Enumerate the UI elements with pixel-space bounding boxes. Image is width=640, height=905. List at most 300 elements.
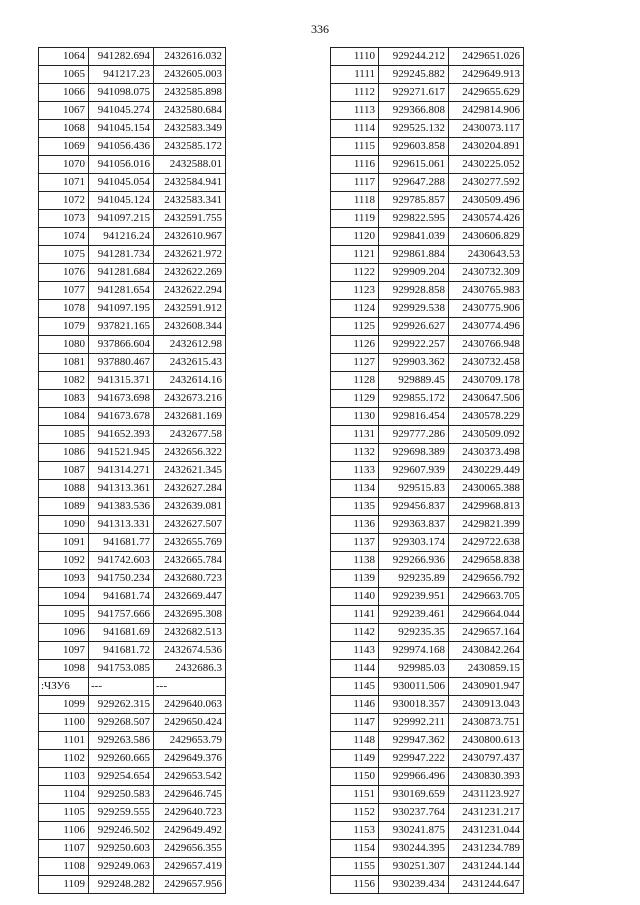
y-coordinate-cell: 2431234.789 [449,840,524,858]
table-row [39,264,226,282]
point-number-cell: 1090 [39,516,89,534]
y-coordinate-cell: 2432680.723 [154,570,226,588]
point-number-cell: 1145 [331,678,379,696]
table-row [39,804,226,822]
point-number-cell: 1085 [39,426,89,444]
y-coordinate-cell: 2432665.784 [154,552,226,570]
x-coordinate-cell: 929363.837 [379,516,449,534]
point-number-cell: 1091 [39,534,89,552]
x-coordinate-cell: 929861.884 [379,246,449,264]
x-coordinate-cell: 941216.24 [89,228,154,246]
y-coordinate-cell: 2432615.43 [154,354,226,372]
table-row [39,354,226,372]
x-coordinate-cell: 941045.124 [89,192,154,210]
point-number-cell: 1068 [39,120,89,138]
point-number-cell: 1148 [331,732,379,750]
table-row [39,660,226,678]
table-row [331,768,524,786]
y-coordinate-cell: 2429657.419 [154,858,226,876]
point-number-cell: 1140 [331,588,379,606]
point-number-cell: 1100 [39,714,89,732]
table-row [39,228,226,246]
point-number-cell: 1120 [331,228,379,246]
point-number-cell: 1109 [39,876,89,894]
point-number-cell: 1079 [39,318,89,336]
x-coordinate-cell: 930018.357 [379,696,449,714]
table-row [331,534,524,552]
x-coordinate-cell: 930251.307 [379,858,449,876]
x-coordinate-cell: 941045.274 [89,102,154,120]
point-number-cell: 1074 [39,228,89,246]
y-coordinate-cell: 2432616.032 [154,48,226,66]
point-number-cell: 1122 [331,264,379,282]
table-row [331,804,524,822]
x-coordinate-cell: 930239.434 [379,876,449,894]
point-number-cell: 1154 [331,840,379,858]
point-number-cell: 1147 [331,714,379,732]
y-coordinate-cell: 2432627.284 [154,480,226,498]
y-coordinate-cell: 2430643.53 [449,246,524,264]
point-number-cell: 1089 [39,498,89,516]
table-row [331,354,524,372]
point-number-cell: 1135 [331,498,379,516]
y-coordinate-cell: 2430859.15 [449,660,524,678]
table-row [39,822,226,840]
table-row [331,48,524,66]
table-row [331,678,524,696]
y-coordinate-cell: 2429821.399 [449,516,524,534]
y-coordinate-cell: 2432686.3 [154,660,226,678]
y-coordinate-cell: 2430073.117 [449,120,524,138]
x-coordinate-cell: 929985.03 [379,660,449,678]
table-row [39,120,226,138]
table-row [331,588,524,606]
table-row [39,174,226,192]
table-row [39,66,226,84]
point-number-cell: 1149 [331,750,379,768]
y-coordinate-cell: 2430766.948 [449,336,524,354]
x-coordinate-cell: 941056.436 [89,138,154,156]
point-number-cell: 1146 [331,696,379,714]
y-coordinate-cell: 2430765.983 [449,282,524,300]
y-coordinate-cell: 2432610.967 [154,228,226,246]
table-row [39,282,226,300]
point-number-cell: 1088 [39,480,89,498]
point-number-cell: 1078 [39,300,89,318]
point-number-cell: 1104 [39,786,89,804]
x-coordinate-cell: 929250.603 [89,840,154,858]
x-coordinate-cell: 941750.234 [89,570,154,588]
point-number-cell: 1129 [331,390,379,408]
point-number-cell: 1098 [39,660,89,678]
table-row [39,444,226,462]
y-coordinate-cell: 2432584.941 [154,174,226,192]
table-row [39,876,226,894]
table-row [331,750,524,768]
x-coordinate-cell: 929607.939 [379,462,449,480]
y-coordinate-cell: 2432621.345 [154,462,226,480]
x-coordinate-cell: 930244.395 [379,840,449,858]
point-number-cell: 1132 [331,444,379,462]
x-coordinate-cell: 941673.678 [89,408,154,426]
x-coordinate-cell: 929248.282 [89,876,154,894]
y-coordinate-cell: 2429649.492 [154,822,226,840]
x-coordinate-cell: 929263.586 [89,732,154,750]
point-number-cell: 1124 [331,300,379,318]
table-row [331,786,524,804]
y-coordinate-cell: 2430873.751 [449,714,524,732]
y-coordinate-cell: 2432669.447 [154,588,226,606]
y-coordinate-cell: 2429722.638 [449,534,524,552]
x-coordinate-cell: 929260.665 [89,750,154,768]
point-number-cell: 1103 [39,768,89,786]
y-coordinate-cell: 2430606.829 [449,228,524,246]
x-coordinate-cell: 941314.271 [89,462,154,480]
point-number-cell: 1117 [331,174,379,192]
point-number-cell: 1101 [39,732,89,750]
y-coordinate-cell: 2430830.393 [449,768,524,786]
point-number-cell: 1134 [331,480,379,498]
x-coordinate-cell: 929262.315 [89,696,154,714]
point-number-cell: 1092 [39,552,89,570]
y-coordinate-cell: 2432655.769 [154,534,226,552]
point-number-cell: :ЧЗУ6 [39,678,89,696]
x-coordinate-cell: 930169.659 [379,786,449,804]
y-coordinate-cell: 2429650.424 [154,714,226,732]
table-row [39,48,226,66]
x-coordinate-cell: 929456.837 [379,498,449,516]
y-coordinate-cell: --- [154,678,226,696]
table-row [331,714,524,732]
x-coordinate-cell: 929266.936 [379,552,449,570]
x-coordinate-cell: 929271.617 [379,84,449,102]
point-number-cell: 1083 [39,390,89,408]
table-row [331,426,524,444]
x-coordinate-cell: 929303.174 [379,534,449,552]
point-number-cell: 1142 [331,624,379,642]
table-row [331,858,524,876]
table-row [331,408,524,426]
y-coordinate-cell: 2430913.043 [449,696,524,714]
table-row [331,696,524,714]
point-number-cell: 1080 [39,336,89,354]
point-number-cell: 1137 [331,534,379,552]
point-number-cell: 1105 [39,804,89,822]
y-coordinate-cell: 2430509.496 [449,192,524,210]
x-coordinate-cell: 941098.075 [89,84,154,102]
x-coordinate-cell: 929235.89 [379,570,449,588]
x-coordinate-cell: 929249.063 [89,858,154,876]
table-row [39,210,226,228]
table-row [39,372,226,390]
x-coordinate-cell: 941045.154 [89,120,154,138]
table-row [331,516,524,534]
y-coordinate-cell: 2432656.322 [154,444,226,462]
table-row [39,390,226,408]
point-number-cell: 1125 [331,318,379,336]
point-number-cell: 1119 [331,210,379,228]
y-coordinate-cell: 2432621.972 [154,246,226,264]
y-coordinate-cell: 2430797.437 [449,750,524,768]
x-coordinate-cell: 929603.858 [379,138,449,156]
x-coordinate-cell: 941681.77 [89,534,154,552]
table-row [39,462,226,480]
table-row [39,516,226,534]
point-number-cell: 1138 [331,552,379,570]
y-coordinate-cell: 2430373.498 [449,444,524,462]
y-coordinate-cell: 2432605.003 [154,66,226,84]
x-coordinate-cell: 930011.506 [379,678,449,696]
table-row [331,192,524,210]
y-coordinate-cell: 2432674.536 [154,642,226,660]
table-row [39,786,226,804]
y-coordinate-cell: 2430225.052 [449,156,524,174]
point-number-cell: 1121 [331,246,379,264]
table-row [331,372,524,390]
table-row [331,336,524,354]
x-coordinate-cell: 941217.23 [89,66,154,84]
x-coordinate-cell: 929268.507 [89,714,154,732]
table-row [331,66,524,84]
table-row [331,732,524,750]
point-number-cell: 1131 [331,426,379,444]
table-row [39,408,226,426]
point-number-cell: 1143 [331,642,379,660]
x-coordinate-cell: 929785.857 [379,192,449,210]
table-row [331,210,524,228]
point-number-cell: 1126 [331,336,379,354]
x-coordinate-cell: 929239.461 [379,606,449,624]
table-row [39,192,226,210]
x-coordinate-cell: 929974.168 [379,642,449,660]
y-coordinate-cell: 2429657.956 [154,876,226,894]
y-coordinate-cell: 2430574.426 [449,210,524,228]
table-row [331,300,524,318]
y-coordinate-cell: 2430229.449 [449,462,524,480]
point-number-cell: 1136 [331,516,379,534]
table-row [39,84,226,102]
x-coordinate-cell: 929246.502 [89,822,154,840]
x-coordinate-cell: 929855.172 [379,390,449,408]
y-coordinate-cell: 2431231.044 [449,822,524,840]
x-coordinate-cell: 941282.694 [89,48,154,66]
x-coordinate-cell: 937821.165 [89,318,154,336]
table-row [39,588,226,606]
x-coordinate-cell: 941753.085 [89,660,154,678]
x-coordinate-cell: 941757.666 [89,606,154,624]
table-row [331,138,524,156]
y-coordinate-cell: 2429656.355 [154,840,226,858]
point-number-cell: 1075 [39,246,89,264]
x-coordinate-cell: --- [89,678,154,696]
x-coordinate-cell: 930241.875 [379,822,449,840]
table-row [331,840,524,858]
table-row [39,768,226,786]
table-row [39,642,226,660]
table-row [39,246,226,264]
table-row [331,174,524,192]
table-row [39,102,226,120]
point-number-cell: 1152 [331,804,379,822]
y-coordinate-cell: 2430774.496 [449,318,524,336]
point-number-cell: 1153 [331,822,379,840]
x-coordinate-cell: 929244.212 [379,48,449,66]
y-coordinate-cell: 2432583.341 [154,192,226,210]
x-coordinate-cell: 929889.45 [379,372,449,390]
x-coordinate-cell: 941681.72 [89,642,154,660]
x-coordinate-cell: 929966.496 [379,768,449,786]
coordinates-table-right [330,47,524,894]
y-coordinate-cell: 2431244.144 [449,858,524,876]
y-coordinate-cell: 2429814.906 [449,102,524,120]
table-row [39,858,226,876]
table-row [39,336,226,354]
x-coordinate-cell: 941681.69 [89,624,154,642]
x-coordinate-cell: 941097.195 [89,300,154,318]
point-number-cell: 1141 [331,606,379,624]
y-coordinate-cell: 2429640.063 [154,696,226,714]
point-number-cell: 1102 [39,750,89,768]
point-number-cell: 1130 [331,408,379,426]
x-coordinate-cell: 941383.536 [89,498,154,516]
point-number-cell: 1114 [331,120,379,138]
table-row [331,282,524,300]
point-number-cell: 1108 [39,858,89,876]
y-coordinate-cell: 2432608.344 [154,318,226,336]
y-coordinate-cell: 2430277.592 [449,174,524,192]
x-coordinate-cell: 929777.286 [379,426,449,444]
x-coordinate-cell: 929515.83 [379,480,449,498]
point-number-cell: 1116 [331,156,379,174]
y-coordinate-cell: 2432591.912 [154,300,226,318]
y-coordinate-cell: 2429663.705 [449,588,524,606]
x-coordinate-cell: 941681.74 [89,588,154,606]
x-coordinate-cell: 929239.951 [379,588,449,606]
y-coordinate-cell: 2432695.308 [154,606,226,624]
x-coordinate-cell: 929947.362 [379,732,449,750]
point-number-cell: 1081 [39,354,89,372]
x-coordinate-cell: 941313.331 [89,516,154,534]
point-number-cell: 1077 [39,282,89,300]
y-coordinate-cell: 2430578.229 [449,408,524,426]
y-coordinate-cell: 2432585.172 [154,138,226,156]
y-coordinate-cell: 2430732.309 [449,264,524,282]
y-coordinate-cell: 2432639.081 [154,498,226,516]
y-coordinate-cell: 2432622.269 [154,264,226,282]
point-number-cell: 1070 [39,156,89,174]
table-row [39,840,226,858]
x-coordinate-cell: 937866.604 [89,336,154,354]
x-coordinate-cell: 929245.882 [379,66,449,84]
table-row [331,876,524,894]
y-coordinate-cell: 2432612.98 [154,336,226,354]
point-number-cell: 1144 [331,660,379,678]
table-row [39,750,226,768]
table-row [39,498,226,516]
table-row [39,318,226,336]
x-coordinate-cell: 941315.371 [89,372,154,390]
table-row [39,552,226,570]
x-coordinate-cell: 929816.454 [379,408,449,426]
y-coordinate-cell: 2429653.79 [154,732,226,750]
table-row [331,462,524,480]
y-coordinate-cell: 2429656.792 [449,570,524,588]
point-number-cell: 1106 [39,822,89,840]
table-row [39,300,226,318]
table-row [39,570,226,588]
point-number-cell: 1065 [39,66,89,84]
y-coordinate-cell: 2429640.723 [154,804,226,822]
table-row [331,264,524,282]
page-number: 336 [311,22,329,36]
point-number-cell: 1110 [331,48,379,66]
x-coordinate-cell: 929647.288 [379,174,449,192]
x-coordinate-cell: 929909.204 [379,264,449,282]
x-coordinate-cell: 941521.945 [89,444,154,462]
point-number-cell: 1066 [39,84,89,102]
point-number-cell: 1087 [39,462,89,480]
table-row [39,606,226,624]
y-coordinate-cell: 2432583.349 [154,120,226,138]
x-coordinate-cell: 941056.016 [89,156,154,174]
point-number-cell: 1123 [331,282,379,300]
y-coordinate-cell: 2432673.216 [154,390,226,408]
table-row [331,390,524,408]
y-coordinate-cell: 2430204.891 [449,138,524,156]
table-row [39,714,226,732]
x-coordinate-cell: 941281.654 [89,282,154,300]
y-coordinate-cell: 2431231.217 [449,804,524,822]
table-row [331,228,524,246]
table-row [39,678,226,696]
table-row [39,156,226,174]
y-coordinate-cell: 2430775.906 [449,300,524,318]
point-number-cell: 1097 [39,642,89,660]
x-coordinate-cell: 929922.257 [379,336,449,354]
point-number-cell: 1118 [331,192,379,210]
y-coordinate-cell: 2429653.542 [154,768,226,786]
table-row [331,480,524,498]
y-coordinate-cell: 2432627.507 [154,516,226,534]
point-number-cell: 1115 [331,138,379,156]
point-number-cell: 1107 [39,840,89,858]
x-coordinate-cell: 941313.361 [89,480,154,498]
x-coordinate-cell: 929926.627 [379,318,449,336]
table-row [331,822,524,840]
table-row [331,606,524,624]
x-coordinate-cell: 929929.538 [379,300,449,318]
x-coordinate-cell: 941281.684 [89,264,154,282]
x-coordinate-cell: 929947.222 [379,750,449,768]
y-coordinate-cell: 2430732.458 [449,354,524,372]
x-coordinate-cell: 929698.389 [379,444,449,462]
point-number-cell: 1076 [39,264,89,282]
y-coordinate-cell: 2429649.913 [449,66,524,84]
y-coordinate-cell: 2429658.838 [449,552,524,570]
x-coordinate-cell: 929250.583 [89,786,154,804]
table-row [331,102,524,120]
table-row [331,246,524,264]
coordinates-table-left [38,47,226,894]
point-number-cell: 1127 [331,354,379,372]
y-coordinate-cell: 2432681.169 [154,408,226,426]
y-coordinate-cell: 2429655.629 [449,84,524,102]
y-coordinate-cell: 2429968.813 [449,498,524,516]
x-coordinate-cell: 930237.764 [379,804,449,822]
y-coordinate-cell: 2432614.16 [154,372,226,390]
point-number-cell: 1112 [331,84,379,102]
table-row [331,444,524,462]
